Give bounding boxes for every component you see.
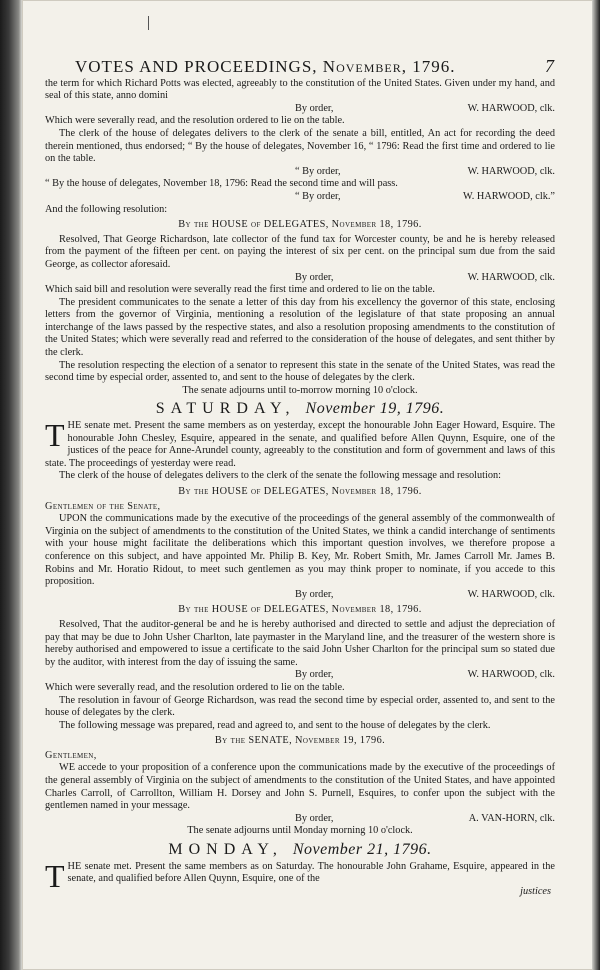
paragraph: Which were severally read, and the resolution ordered to lie on the table. [45, 115, 345, 127]
section-heading: By the SENATE, November 19, 1796. [214, 735, 386, 747]
paragraph: Which said bill and resolution were severally read the first time and ordered to lie on the table. [45, 284, 436, 296]
section-heading: By the HOUSE of DELEGATES, November 18, 1796. [178, 219, 422, 231]
day-heading: SATURDAY, November 19, 1796. [155, 400, 445, 418]
paragraph: Which were severally read, and the resolution ordered to lie on the table. [45, 681, 345, 693]
salutation: Gentlemen, [45, 749, 97, 761]
day-heading: MONDAY, November 21, 1796. [168, 841, 432, 859]
paragraph: Resolved, That the auditor-general be and he is hereby authorised and directed to settle and adjust the depreciation of pay that may be due to John Usher Charlton, late paymaster in the Maryland line, and the treasurer of the western shore is hereby authorised and empowered to issue a certificate to the said John Usher Charlton for the principal sum so stated due by the auditor, with interest from the day of issuing the same. [45, 618, 555, 668]
paragraph: The senate adjourns until to-morrow morning 10 o'clock. [182, 384, 418, 396]
running-header [75, 56, 555, 76]
drop-cap: T [45, 417, 65, 454]
paragraph: WE accede to your proposition of a conference upon the communications made by the executive of the proceedings of the general assembly of Virginia on the subject of amendments to the constitution of the United States, and have appointed Charles Carroll, of Carrollton, William H. Dorsey and John S. Purnell, Esquires, to confer upon the subject with the gentlemen named in your message. [45, 762, 555, 812]
paragraph: Resolved, That George Richardson, late collector of the fund tax for Worcester county, be and he is hereby released from the payment of the fifteen per cent. on paying the interest of six per cent. on the principal sum due from the said George, as collector aforesaid. [45, 233, 555, 270]
paragraph: THE senate met. Present the same members as on Saturday. The honourable John Grahame, Esquire, appeared in the senate, and qualified before Allen Quynn, Esquire, one of the [45, 857, 555, 894]
salutation: Gentlemen of the Senate, [45, 500, 161, 512]
paragraph: the term for which Richard Potts was elected, agreeably to the constitution of the United States. Given under my hand, and seal of this state, anno domini [45, 77, 555, 102]
paragraph: THE senate met. Present the same members as on yesterday, except the honourable John Eager Howard, Esquire. The honourable John Chesley, Esquire, appeared in the senate, and qualified before Allen Quynn, Esquire, one of the justices of the peace for Anne-Arundel county, agreeably to the constitution and form of government and laws of this state. The proceedings of yesterday were read. [45, 417, 555, 469]
signature-line: “ By order, W. HARWOOD, clk. [295, 165, 555, 177]
paragraph: The clerk of the house of delegates delivers to the clerk of the senate the following message and resolution: [59, 470, 502, 482]
signature-line: By order, W. HARWOOD, clk. [295, 271, 555, 283]
paragraph: And the following resolution: [45, 203, 168, 215]
paragraph: The senate adjourns until Monday morning 10 o'clock. [187, 825, 413, 837]
paragraph: The resolution respecting the election of a senator to represent this state in the senate of the United States, was read the second time by especial order, assented to, and sent to the house of delegates by the clerk. [45, 359, 555, 384]
paragraph: UPON the communications made by the executive of the proceedings of the general assembly of the commonwealth of Virginia on the subject of amendments to the constitution of the United States, we think a candid interchange of sentiments with your house might facilitate the deliberations which this important question involves, we therefore propose a conference on this subject, and have appointed Mr. Philip B. Key, Mr. Robert Smith, Mr. James Carroll Mr. James B. Robins and Mr. Horatio Ridout, to meet such gentlemen as you may think proper to nominate, if you accede to this proposition. [45, 513, 555, 588]
paragraph: The clerk of the house of delegates delivers to the clerk of the senate a bill, entitled, An act for recording the deed therein mentioned, thus endorsed; “ By the house of delegates, November 16, “ 1796: Read the first time and ordered to lie on the table. [45, 127, 555, 165]
section-heading: By the HOUSE of DELEGATES, November 18, 1796. [178, 604, 422, 616]
drop-cap: T [45, 857, 65, 894]
signature-line: By order, A. VAN-HORN, clk. [295, 812, 555, 824]
catchword: justices [520, 885, 551, 897]
page-text [45, 58, 555, 898]
paragraph: The president communicates to the senate a letter of this day from his excellency the governor of this state, enclosing letters from the governor of Virginia, mentioning a resolution of the legislature of that state proposing an annual interchange of the laws passed by the respective states, and also a resolution proposing amendments to the constitution of the United States; which were severally read and referred to the consideration of the house of delegates, and sent thither by the clerk. [45, 296, 555, 359]
page-mark [148, 16, 149, 30]
section-heading: By the HOUSE of DELEGATES, November 18, 1796. [178, 486, 422, 497]
signature-line: “ By order, W. HARWOOD, clk.” [295, 190, 555, 202]
page-edge [592, 0, 600, 970]
header-title: VOTES AND PROCEEDINGS, November, 1796. [75, 57, 456, 76]
signature-line: By order, W. HARWOOD, clk. [295, 669, 555, 681]
paragraph: The resolution in favour of George Richardson, was read the second time by especial order, assented to, and sent to the house of delegates by the clerk. [45, 694, 555, 719]
paragraph: The following message was prepared, read and agreed to, and sent to the house of delegates by the clerk. [59, 719, 491, 731]
signature-line: By order, W. HARWOOD, clk. [295, 588, 555, 600]
signature-line: By order, W. HARWOOD, clk. [295, 102, 555, 114]
paragraph: “ By the house of delegates, November 18, 1796: Read the second time and will pass. [45, 178, 398, 190]
page-number: 7 [545, 56, 555, 76]
book-gutter [0, 0, 22, 970]
